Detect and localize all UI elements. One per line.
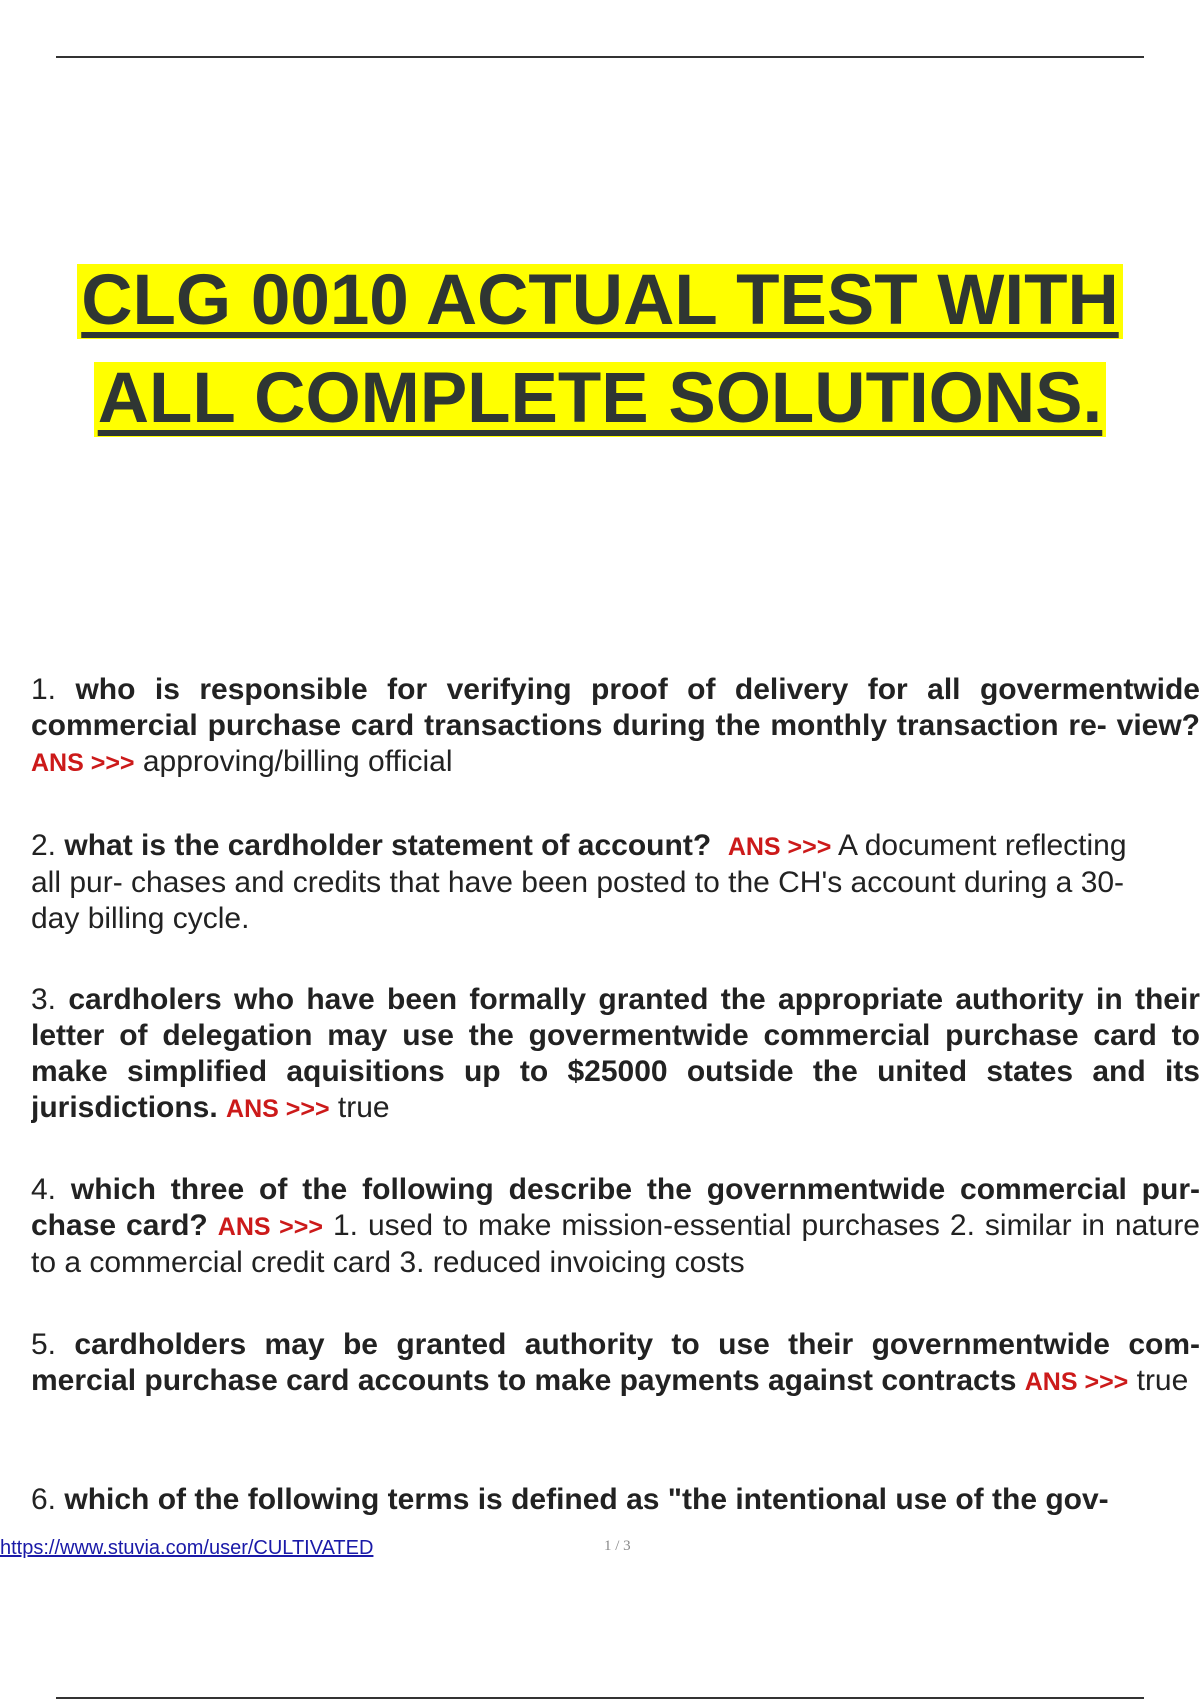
title-line-2: ALL COMPLETE SOLUTIONS. <box>94 362 1107 437</box>
page-number: 1 / 3 <box>604 1538 631 1554</box>
answer-label: ANS >>> <box>217 1213 323 1241</box>
question-text: what is the cardholder statement of account? <box>64 829 712 862</box>
answer-text: true <box>1136 1364 1189 1397</box>
question-text: cardholers who have been formally granted the appropriate authority in their letter of delegation may use the govermentwide commercial purchase card to make simplified aquisitions up to $25000 outside the united states and its jurisdictions. <box>31 983 1200 1124</box>
question-6 <box>31 1482 1200 1518</box>
document-title <box>0 261 1200 340</box>
question-number: 4. <box>31 1173 57 1206</box>
question-number: 1. <box>31 673 57 706</box>
answer-label: ANS >>> <box>31 749 135 777</box>
question-text: cardholders may be granted authority to use their governmentwide com- mercial purchase card accounts to make payments against contracts <box>31 1328 1200 1397</box>
question-2 <box>31 828 1200 937</box>
top-rule <box>56 56 1144 58</box>
question-1 <box>31 672 1200 781</box>
answer-label: ANS >>> <box>226 1095 330 1123</box>
question-text: which of the following terms is defined as "the intentional use of the gov- <box>64 1483 1109 1516</box>
document-title-continued <box>0 359 1200 438</box>
question-4 <box>31 1172 1200 1281</box>
question-5 <box>31 1327 1200 1400</box>
question-number: 5. <box>31 1328 57 1361</box>
answer-text-line-3: day billing cycle. <box>31 902 250 935</box>
question-text: which three of the following describe the governmentwide commercial pur- chase card? <box>31 1173 1200 1242</box>
answer-text-line-1: A document reflecting <box>838 829 1127 862</box>
answer-text: approving/billing official <box>142 745 453 778</box>
question-text: who is responsible for verifying proof of delivery for all govermentwide commercial purchase card transactions during the monthly transaction re- view? <box>31 673 1200 742</box>
answer-text-line-2: all pur- chases and credits that have been posted to the CH's account during a 30- <box>31 866 1125 899</box>
answer-text: 1. used to make mission-essential purchases 2. similar in nature to a commercial credit card 3. reduced invoicing costs <box>31 1209 1200 1279</box>
answer-text: true <box>337 1091 390 1124</box>
answer-label: ANS >>> <box>727 833 832 861</box>
bottom-rule <box>56 1697 1144 1699</box>
question-number: 3. <box>31 983 57 1016</box>
title-line-1: CLG 0010 ACTUAL TEST WITH <box>77 264 1122 339</box>
question-number: 6. <box>31 1483 57 1516</box>
answer-label: ANS >>> <box>1024 1368 1129 1396</box>
question-3 <box>31 982 1200 1127</box>
question-number: 2. <box>31 829 57 862</box>
profile-link[interactable]: https://www.stuvia.com/user/CULTIVATED <box>0 1537 374 1559</box>
